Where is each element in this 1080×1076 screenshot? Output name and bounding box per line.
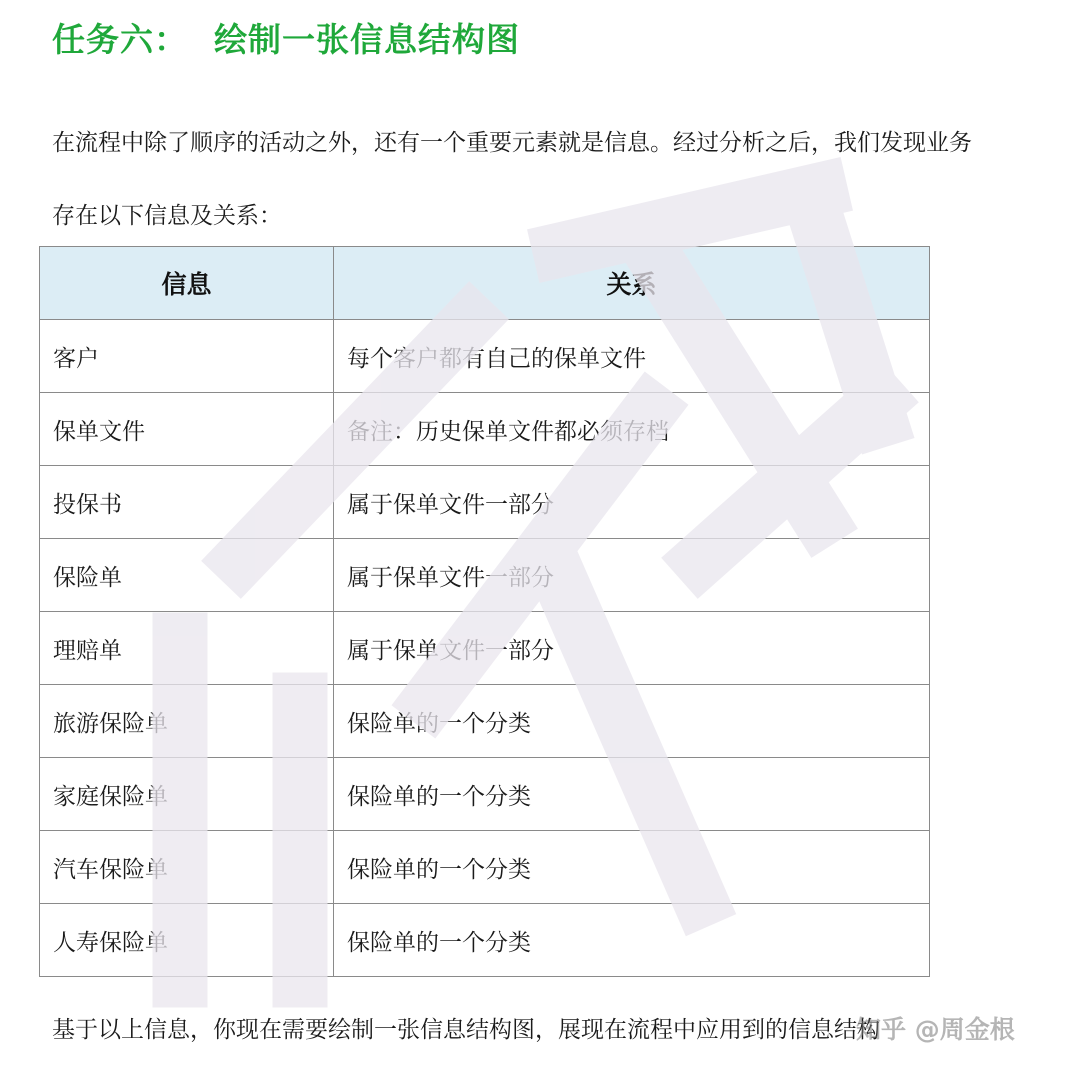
cell-info: 家庭保险单: [40, 758, 334, 831]
table-row: [40, 466, 930, 539]
cell-relation: 保险单的一个分类: [334, 831, 930, 904]
intro-line-1: 在流程中除了顺序的活动之外，还有一个重要元素就是信息。经过分析之后，我们发现业务: [52, 130, 972, 156]
cell-info: 人寿保险单: [40, 904, 334, 977]
intro-line-2: 存在以下信息及关系：: [52, 203, 282, 229]
cell-relation: 保险单的一个分类: [334, 758, 930, 831]
page-title: [52, 14, 520, 61]
cell-relation: 属于保单文件一部分: [334, 539, 930, 612]
table-row: [40, 831, 930, 904]
title-prefix: 任务六：: [52, 20, 188, 59]
cell-info: 保单文件: [40, 393, 334, 466]
table-row: [40, 685, 930, 758]
table-row: [40, 320, 930, 393]
cell-relation: 每个客户都有自己的保单文件: [334, 320, 930, 393]
cell-info: 旅游保险单: [40, 685, 334, 758]
footer-instruction: 基于以上信息，你现在需要绘制一张信息结构图，展现在流程中应用到的信息结构: [52, 1017, 880, 1043]
cell-info: 汽车保险单: [40, 831, 334, 904]
cell-relation: 属于保单文件一部分: [334, 612, 930, 685]
title-main: 绘制一张信息结构图: [214, 20, 520, 59]
cell-info: 投保书: [40, 466, 334, 539]
cell-relation: 保险单的一个分类: [334, 685, 930, 758]
header-info: 信息: [40, 247, 334, 320]
table-row: [40, 612, 930, 685]
info-relation-table: [39, 246, 930, 977]
cell-relation: 备注：历史保单文件都必须存档: [334, 393, 930, 466]
header-relation: 关系: [334, 247, 930, 320]
cell-info: 保险单: [40, 539, 334, 612]
table-row: [40, 393, 930, 466]
cell-relation: 属于保单文件一部分: [334, 466, 930, 539]
cell-relation: 保险单的一个分类: [334, 904, 930, 977]
zhihu-watermark: 知乎 @周金根: [856, 1015, 1015, 1044]
cell-info: 理赔单: [40, 612, 334, 685]
table-row: [40, 904, 930, 977]
table-header-row: [40, 247, 930, 320]
table-row: [40, 539, 930, 612]
cell-info: 客户: [40, 320, 334, 393]
table-row: [40, 758, 930, 831]
